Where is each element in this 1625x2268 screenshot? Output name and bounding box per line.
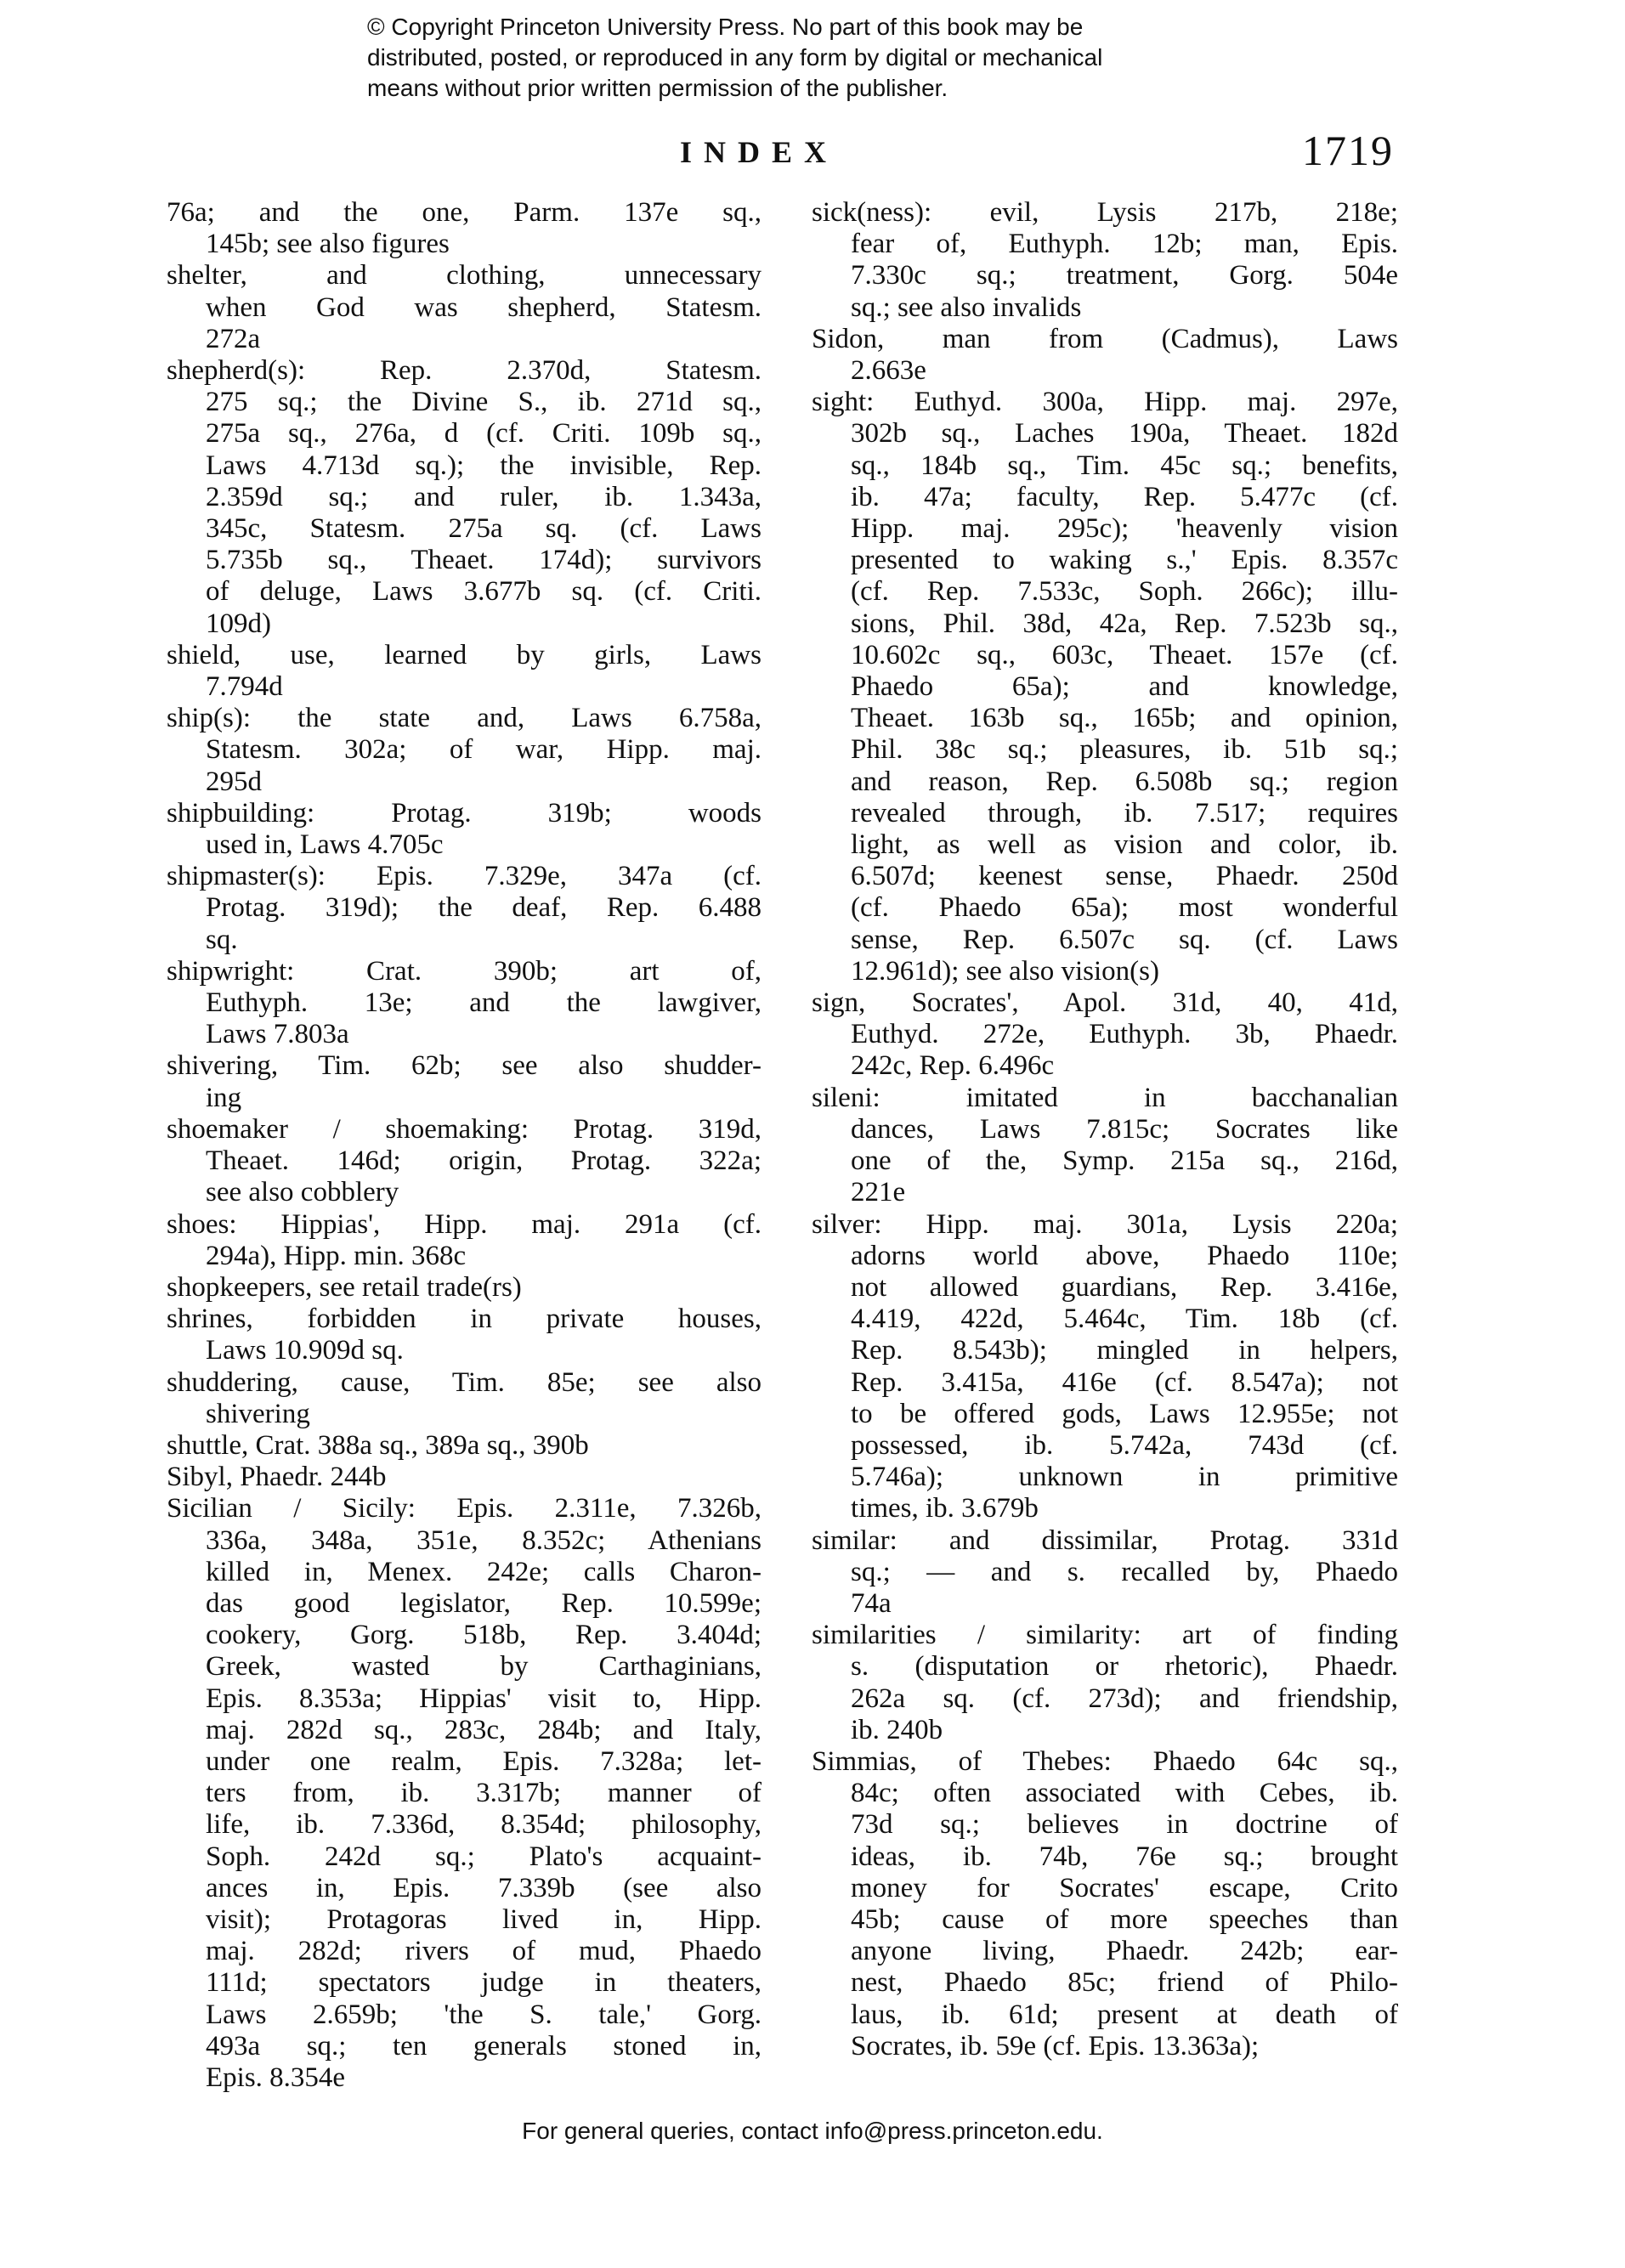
- index-entry-line: ship(s): the state and, Laws 6.758a,: [167, 703, 762, 734]
- index-entry-continuation: 4.419, 422d, 5.464c, Tim. 18b (cf.: [851, 1304, 1398, 1335]
- index-entry: [812, 197, 1398, 324]
- index-entry-continuation: 336a, 348a, 351e, 8.352c; Athenians: [206, 1524, 762, 1556]
- index-entry-continuation: life, ib. 7.336d, 8.354d; philosophy,: [206, 1809, 762, 1841]
- index-entry-continuation: anyone living, Phaedr. 242b; ear-: [851, 1936, 1398, 1967]
- index-entry-continuation: 242c, Rep. 6.496c: [851, 1050, 1055, 1082]
- index-entry-continuation: ances in, Epis. 7.339b (see also: [206, 1872, 762, 1903]
- index-entry-continuation: Socrates, ib. 59e (cf. Epis. 13.363a);: [851, 2030, 1260, 2062]
- index-entry: [167, 355, 762, 640]
- index-entry-continuation: one of the, Symp. 215a sq., 216d,: [851, 1145, 1398, 1177]
- index-entry-continuation: 7.794d: [206, 671, 283, 703]
- index-entry-continuation: killed in, Menex. 242e; calls Charon-: [206, 1556, 762, 1587]
- index-entry-continuation: sense, Rep. 6.507c sq. (cf. Laws: [851, 924, 1398, 955]
- index-entry-continuation: Hipp. maj. 295c); 'heavenly vision: [851, 513, 1398, 545]
- index-entry-continuation: Statesm. 302a; of war, Hipp. maj.: [206, 734, 762, 766]
- index-entry-continuation: and reason, Rep. 6.508b sq.; region: [851, 766, 1398, 797]
- index-entry-continuation: used in, Laws 4.705c: [206, 829, 444, 861]
- index-entry-line: shopkeepers, see retail trade(rs): [167, 1271, 522, 1303]
- index-entry-continuation: ing: [206, 1082, 242, 1113]
- index-entry: [812, 1525, 1398, 1620]
- index-entry: [167, 798, 762, 861]
- index-entry: [167, 1272, 762, 1304]
- index-entry-continuation: maj. 282d sq., 283c, 284b; and Italy,: [206, 1714, 762, 1745]
- index-entry-continuation: Epis. 8.353a; Hippias' visit to, Hipp.: [206, 1683, 762, 1714]
- index-entry-continuation: Phil. 38c sq.; pleasures, ib. 51b sq.;: [851, 734, 1398, 766]
- index-entry-line: shivering, Tim. 62b; see also shudder-: [167, 1050, 762, 1082]
- index-entry-continuation: Theaet. 146d; origin, Protag. 322a;: [206, 1145, 762, 1177]
- index-entry: [167, 1430, 762, 1462]
- index-entry-continuation: sq.; see also invalids: [851, 291, 1082, 323]
- index-entry-line: shoemaker / shoemaking: Protag. 319d,: [167, 1113, 762, 1145]
- index-entry-continuation: (cf. Rep. 7.533c, Soph. 266c); illu-: [851, 576, 1398, 608]
- index-entry-continuation: 275a sq., 276a, d (cf. Criti. 109b sq.,: [206, 418, 762, 450]
- index-entry-continuation: sq.: [206, 924, 238, 955]
- index-entry-continuation: to be offered gods, Laws 12.955e; not: [851, 1398, 1398, 1429]
- index-entry-continuation: adorns world above, Phaedo 110e;: [851, 1240, 1398, 1271]
- index-entry-continuation: Laws 7.803a: [206, 1019, 349, 1050]
- index-entry-continuation: 12.961d); see also vision(s): [851, 955, 1159, 987]
- index-entry-continuation: times, ib. 3.679b: [851, 1493, 1039, 1524]
- index-entry-line: shipwright: Crat. 390b; art of,: [167, 955, 762, 987]
- index-entry: [167, 956, 762, 1051]
- index-entry: [812, 987, 1398, 1083]
- index-entry-continuation: 111d; spectators judge in theaters,: [206, 1967, 762, 1999]
- index-entry-continuation: Laws 2.659b; 'the S. tale,' Gorg.: [206, 1999, 762, 2030]
- index-entry-continuation: presented to waking s.,' Epis. 8.357c: [851, 545, 1398, 576]
- index-entry-continuation: Soph. 242d sq.; Plato's acquaint-: [206, 1841, 762, 1872]
- index-entry-line: shipmaster(s): Epis. 7.329e, 347a (cf.: [167, 861, 762, 892]
- index-entry-continuation: 145b; see also figures: [206, 229, 450, 260]
- index-entry-line: sign, Socrates', Apol. 31d, 40, 41d,: [812, 987, 1398, 1019]
- index-entry-continuation: nest, Phaedo 85c; friend of Philo-: [851, 1967, 1398, 1999]
- index-entry-continuation: 84c; often associated with Cebes, ib.: [851, 1778, 1398, 1809]
- index-entry: [812, 1746, 1398, 2062]
- page-title: INDEX: [680, 135, 839, 169]
- index-entry-continuation: laus, ib. 61d; present at death of: [851, 1999, 1398, 2030]
- index-entry-continuation: cookery, Gorg. 518b, Rep. 3.404d;: [206, 1620, 762, 1651]
- index-entry: [167, 1367, 762, 1430]
- index-entry-continuation: Rep. 3.415a, 416e (cf. 8.547a); not: [851, 1366, 1398, 1398]
- index-column-right: [812, 197, 1398, 2062]
- index-entry-continuation: 302b sq., Laches 190a, Theaet. 182d: [851, 418, 1398, 450]
- footer-contact: For general queries, contact info@press.princeton.edu.: [522, 2118, 1103, 2144]
- index-entry: [167, 197, 762, 260]
- index-entry-continuation: see also cobblery: [206, 1177, 399, 1208]
- index-entry: [167, 1209, 762, 1272]
- index-entry: [167, 703, 762, 798]
- index-entry: [812, 324, 1398, 387]
- index-entry-continuation: Greek, wasted by Carthaginians,: [206, 1651, 762, 1683]
- index-entry-line: sight: Euthyd. 300a, Hipp. maj. 297e,: [812, 387, 1398, 418]
- index-entry-line: shuddering, cause, Tim. 85e; see also: [167, 1366, 762, 1398]
- index-entry-line: sick(ness): evil, Lysis 217b, 218e;: [812, 197, 1398, 228]
- index-entry: [167, 1462, 762, 1493]
- index-entry-continuation: Euthyd. 272e, Euthyph. 3b, Phaedr.: [851, 1019, 1398, 1050]
- index-entry-line: 76a; and the one, Parm. 137e sq.,: [167, 197, 762, 228]
- index-entry-continuation: Protag. 319d); the deaf, Rep. 6.488: [206, 892, 762, 924]
- index-entry-line: Sidon, man from (Cadmus), Laws: [812, 323, 1398, 354]
- index-entry-continuation: 2.359d sq.; and ruler, ib. 1.343a,: [206, 481, 762, 512]
- index-entry-continuation: not allowed guardians, Rep. 3.416e,: [851, 1271, 1398, 1303]
- index-entry-continuation: 294a), Hipp. min. 368c: [206, 1240, 467, 1271]
- index-entry-continuation: (cf. Phaedo 65a); most wonderful: [851, 892, 1398, 924]
- index-entry-continuation: ters from, ib. 3.317b; manner of: [206, 1778, 762, 1809]
- index-entry-continuation: 7.330c sq.; treatment, Gorg. 504e: [851, 260, 1398, 291]
- index-entry-continuation: sq.; — and s. recalled by, Phaedo: [851, 1556, 1398, 1587]
- index-entry-continuation: 10.602c sq., 603c, Theaet. 157e (cf.: [851, 639, 1398, 670]
- index-entry-continuation: 2.663e: [851, 355, 926, 387]
- index-entry-line: shuttle, Crat. 388a sq., 389a sq., 390b: [167, 1429, 589, 1461]
- index-entry-continuation: 74a: [851, 1587, 892, 1619]
- index-entry-continuation: when God was shepherd, Statesm.: [206, 291, 762, 323]
- index-entry-continuation: visit); Protagoras lived in, Hipp.: [206, 1903, 762, 1935]
- index-entry: [167, 1304, 762, 1366]
- index-entry: [167, 260, 762, 355]
- index-entry-continuation: 295d: [206, 766, 262, 797]
- index-entry-line: shrines, forbidden in private houses,: [167, 1304, 762, 1335]
- index-entry-continuation: 275 sq.; the Divine S., ib. 271d sq.,: [206, 387, 762, 418]
- index-entry-continuation: maj. 282d; rivers of mud, Phaedo: [206, 1936, 762, 1967]
- index-entry-line: shield, use, learned by girls, Laws: [167, 639, 762, 670]
- index-entry-continuation: 109d): [206, 608, 271, 639]
- index-entry: [167, 1114, 762, 1209]
- index-entry-continuation: Laws 10.909d sq.: [206, 1335, 404, 1366]
- index-entry-line: shelter, and clothing, unnecessary: [167, 260, 762, 291]
- index-entry-continuation: sions, Phil. 38d, 42a, Rep. 7.523b sq.,: [851, 608, 1398, 639]
- index-entry-continuation: ib. 240b: [851, 1714, 943, 1745]
- running-head: [0, 126, 1625, 177]
- index-entry-continuation: Theaet. 163b sq., 165b; and opinion,: [851, 703, 1398, 734]
- index-entry-continuation: money for Socrates' escape, Crito: [851, 1872, 1398, 1903]
- index-entry-line: shoes: Hippias', Hipp. maj. 291a (cf.: [167, 1208, 762, 1240]
- index-entry: [812, 387, 1398, 987]
- index-entry-continuation: s. (disputation or rhetoric), Phaedr.: [851, 1651, 1398, 1683]
- index-entry: [167, 1493, 762, 2094]
- index-entry-continuation: 45b; cause of more speeches than: [851, 1903, 1398, 1935]
- index-entry-continuation: Rep. 8.543b); mingled in helpers,: [851, 1335, 1398, 1366]
- index-entry-continuation: Laws 4.713d sq.); the invisible, Rep.: [206, 450, 762, 481]
- index-entry-continuation: Euthyph. 13e; and the lawgiver,: [206, 987, 762, 1019]
- index-entry-line: shipbuilding: Protag. 319b; woods: [167, 797, 762, 829]
- copyright-notice: [367, 12, 1302, 104]
- copyright-line: © Copyright Princeton University Press. No part of this book may be: [367, 14, 1084, 40]
- index-entry-line: similarities / similarity: art of finding: [812, 1620, 1398, 1651]
- index-entry-continuation: 221e: [851, 1177, 906, 1208]
- index-entry-continuation: light, as well as vision and color, ib.: [851, 829, 1398, 861]
- index-entry-continuation: possessed, ib. 5.742a, 743d (cf.: [851, 1429, 1398, 1461]
- index-entry-continuation: Phaedo 65a); and knowledge,: [851, 671, 1398, 703]
- index-entry: [812, 1620, 1398, 1746]
- index-entry: [167, 861, 762, 956]
- index-entry-continuation: 5.746a); unknown in primitive: [851, 1462, 1398, 1493]
- index-entry-line: Sicilian / Sicily: Epis. 2.311e, 7.326b,: [167, 1493, 762, 1524]
- index-entry-line: Simmias, of Thebes: Phaedo 64c sq.,: [812, 1745, 1398, 1777]
- index-entry-continuation: 345c, Statesm. 275a sq. (cf. Laws: [206, 513, 762, 545]
- index-entry-continuation: das good legislator, Rep. 10.599e;: [206, 1587, 762, 1619]
- index-column-left: [167, 197, 762, 2094]
- index-entry-continuation: 262a sq. (cf. 273d); and friendship,: [851, 1683, 1398, 1714]
- index-entry-continuation: fear of, Euthyph. 12b; man, Epis.: [851, 229, 1398, 260]
- index-entry-continuation: shivering: [206, 1398, 310, 1429]
- index-entry-continuation: under one realm, Epis. 7.328a; let-: [206, 1745, 762, 1777]
- index-entry-continuation: 6.507d; keenest sense, Phaedr. 250d: [851, 861, 1398, 892]
- index-entry-continuation: 493a sq.; ten generals stoned in,: [206, 2030, 762, 2062]
- index-entry-continuation: of deluge, Laws 3.677b sq. (cf. Criti.: [206, 576, 762, 608]
- copyright-line: means without prior written permission of the publisher.: [367, 75, 948, 101]
- index-entry-continuation: sq., 184b sq., Tim. 45c sq.; benefits,: [851, 450, 1398, 481]
- index-entry-continuation: ideas, ib. 74b, 76e sq.; brought: [851, 1841, 1398, 1872]
- index-entry-continuation: revealed through, ib. 7.517; requires: [851, 797, 1398, 829]
- index-entry-line: silver: Hipp. maj. 301a, Lysis 220a;: [812, 1208, 1398, 1240]
- index-entry-line: shepherd(s): Rep. 2.370d, Statesm.: [167, 355, 762, 387]
- index-entry-line: similar: and dissimilar, Protag. 331d: [812, 1524, 1398, 1556]
- page-number: 1719: [1302, 127, 1394, 174]
- index-entry: [167, 1050, 762, 1113]
- index-entry-continuation: 272a: [206, 323, 261, 354]
- index-entry-continuation: ib. 47a; faculty, Rep. 5.477c (cf.: [851, 481, 1398, 512]
- copyright-line: distributed, posted, or reproduced in any form by digital or mechanical: [367, 44, 1103, 71]
- index-entry: [167, 640, 762, 703]
- index-entry-continuation: dances, Laws 7.815c; Socrates like: [851, 1113, 1398, 1145]
- index-entry: [812, 1083, 1398, 1209]
- index-entry: [812, 1209, 1398, 1525]
- index-entry-continuation: 5.735b sq., Theaet. 174d); survivors: [206, 545, 762, 576]
- index-entry-line: sileni: imitated in bacchanalian: [812, 1082, 1398, 1113]
- index-entry-continuation: Epis. 8.354e: [206, 2062, 346, 2093]
- index-entry-continuation: 73d sq.; believes in doctrine of: [851, 1809, 1398, 1841]
- index-entry-line: Sibyl, Phaedr. 244b: [167, 1462, 387, 1493]
